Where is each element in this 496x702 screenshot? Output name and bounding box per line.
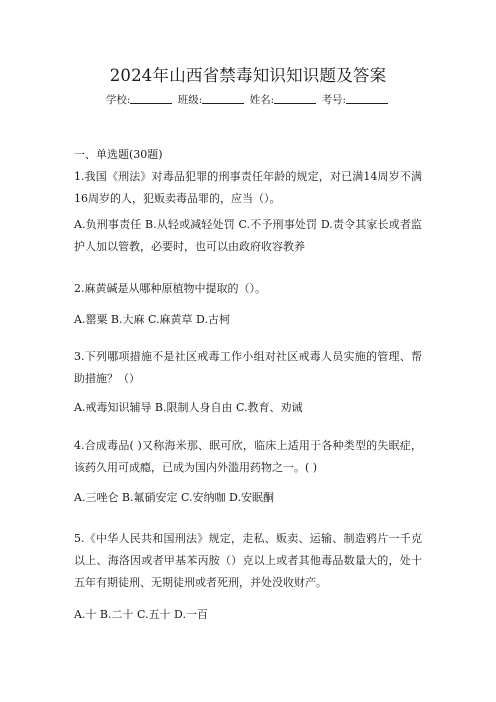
question-5-options: A.十 B.二十 C.五十 D.一百 [74, 608, 208, 621]
question-4-options: A.三唑仑 B.氟硝安定 C.安纳咖 D.安眠酮 [74, 491, 274, 504]
school-label: 学校: [105, 94, 131, 106]
page-title: 2024年山西省禁毒知识知识题及答案 [109, 66, 387, 85]
exam-number-blank [346, 93, 388, 104]
class-label: 班级: [177, 94, 203, 106]
class-blank [202, 93, 244, 104]
question-4: 4.合成毒品( )又称海米那、眠可欣，临床上适用于各种类型的失眠症，该药久用可成瘾，已成为国内外滥用药物之一。( ) [74, 439, 422, 474]
question-1: 1.我国《刑法》对毒品犯罪的刑事责任年龄的规定，对已满14周岁不满16周岁的人，犯贩卖毒品罪的，应当（）。 [74, 170, 422, 205]
section-heading: 一、单选题(30题) [74, 148, 163, 161]
question-3: 3.下列哪项措施不是社区戒毒工作小组对社区戒毒人员实施的管理、帮助措施？（） [74, 350, 422, 385]
student-info-line [0, 92, 496, 107]
name-label: 姓名: [249, 94, 275, 106]
question-5: 5.《中华人民共和国刑法》规定，走私、贩卖、运输、制造鸦片一千克以上、海洛因或者甲基苯丙胺（）克以上或者其他毒品数量大的，处十五年有期徒刑、无期徒刑或者死刑，并处没收财产。 [74, 532, 422, 589]
exam-number-label: 考号: [321, 94, 347, 106]
question-2-options: A.罂粟 B.大麻 C.麻黄草 D.古柯 [74, 313, 230, 326]
question-2: 2.麻黄碱是从哪种原植物中提取的（）。 [74, 282, 266, 295]
name-blank [274, 93, 316, 104]
school-blank [130, 93, 172, 104]
question-1-options: A.负刑事责任 B.从轻或减轻处罚 C.不予刑事处罚 D.责令其家长或者监护人加以管教，必要时，也可以由政府收容教养 [74, 218, 422, 253]
question-3-options: A.戒毒知识辅导 B.限制人身自由 C.教育、劝诫 [74, 401, 303, 414]
